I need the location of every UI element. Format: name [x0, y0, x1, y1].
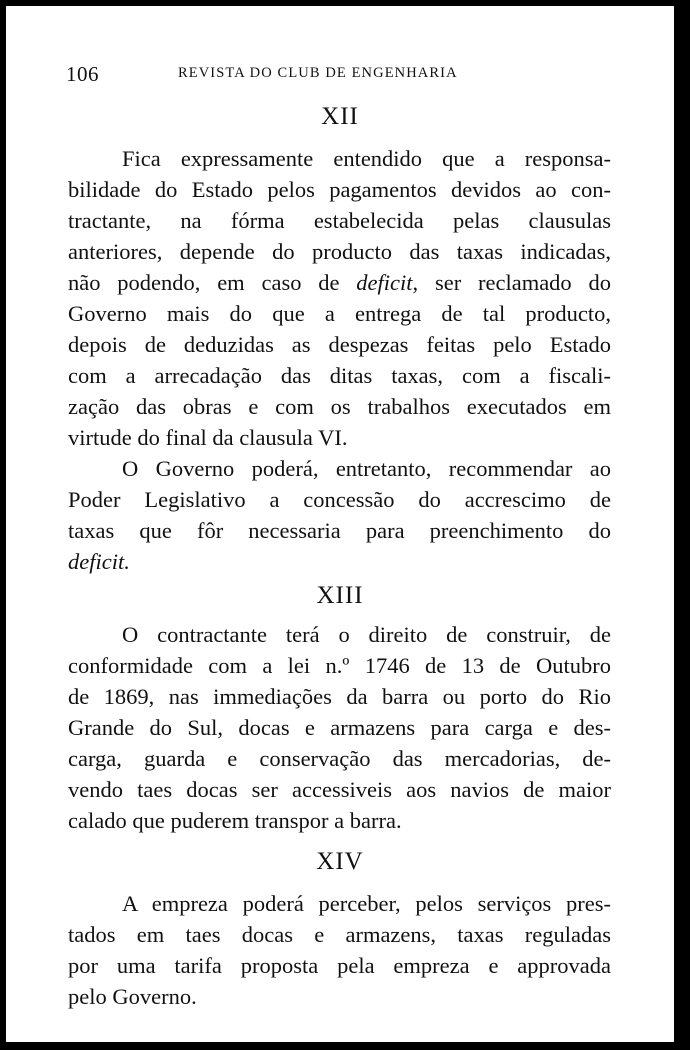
text-line: virtude do final da clausula VI.	[68, 425, 348, 450]
text-line: conformidade com a lei n.º 1746 de 13 de Outubro	[68, 653, 611, 678]
book-page	[6, 6, 674, 1042]
section-heading-xii: XII	[321, 103, 359, 130]
text-line: zação das obras e com os trabalhos executados em	[68, 394, 611, 419]
text-line: taxas que fôr necessaria para preenchimento do	[68, 518, 611, 543]
paragraph-xiv-1	[68, 888, 611, 1012]
text-line: de 1869, nas immediações da barra ou porto do Rio	[68, 684, 611, 709]
text-line: depois de deduzidas as despezas feitas pelo Estado	[68, 332, 611, 357]
text-line: vendo taes docas ser accessiveis aos navios de maior	[68, 777, 611, 802]
text-line: Grande do Sul, docas e armazens para carga e des-	[68, 715, 611, 740]
text-line: Poder Legislativo a concessão do accrescimo de	[68, 487, 611, 512]
text-line: tractante, na fórma estabelecida pelas clausulas	[68, 208, 611, 233]
text-line: carga, guarda e conservação das mercadorias, de-	[68, 746, 611, 771]
text-line: O contractante terá o direito de construir, de	[122, 622, 611, 647]
text-line: pelo Governo.	[68, 984, 197, 1009]
paragraph-xii-2	[68, 453, 611, 577]
paragraph-xiii-1	[68, 619, 611, 836]
italic-word: deficit	[356, 270, 413, 295]
section-heading-xiii: XIII	[316, 582, 364, 609]
page-number: 106	[66, 62, 99, 86]
text-line: por uma tarifa proposta pela empreza e approvada	[68, 953, 611, 978]
text-line: A empreza poderá perceber, pelos serviços pres-	[122, 891, 611, 916]
text-line: Governo mais do que a entrega de tal producto,	[68, 301, 611, 326]
text-line: Fica expressamente entendido que a responsa-	[122, 146, 611, 171]
running-head	[66, 62, 626, 86]
text-line: calado que puderem transpor a barra.	[68, 808, 402, 833]
text-line-with-deficit: não podendo, em caso de deficit, ser reclamado do	[68, 270, 611, 295]
text-line-deficit: deficit.	[68, 549, 130, 574]
text-line: anteriores, depende do producto das taxas indicadas,	[68, 239, 611, 264]
text-line: tados em taes docas e armazens, taxas reguladas	[68, 922, 611, 947]
text-line: bilidade do Estado pelos pagamentos devidos ao con-	[68, 177, 611, 202]
journal-title: REVISTA DO CLUB DE ENGENHARIA	[178, 65, 458, 81]
paragraph-xii-1	[68, 143, 611, 453]
section-heading-xiv: XIV	[316, 848, 364, 875]
text-line: O Governo poderá, entretanto, recommendar ao	[122, 456, 611, 481]
text-line: com a arrecadação das ditas taxas, com a fiscali-	[68, 363, 611, 388]
